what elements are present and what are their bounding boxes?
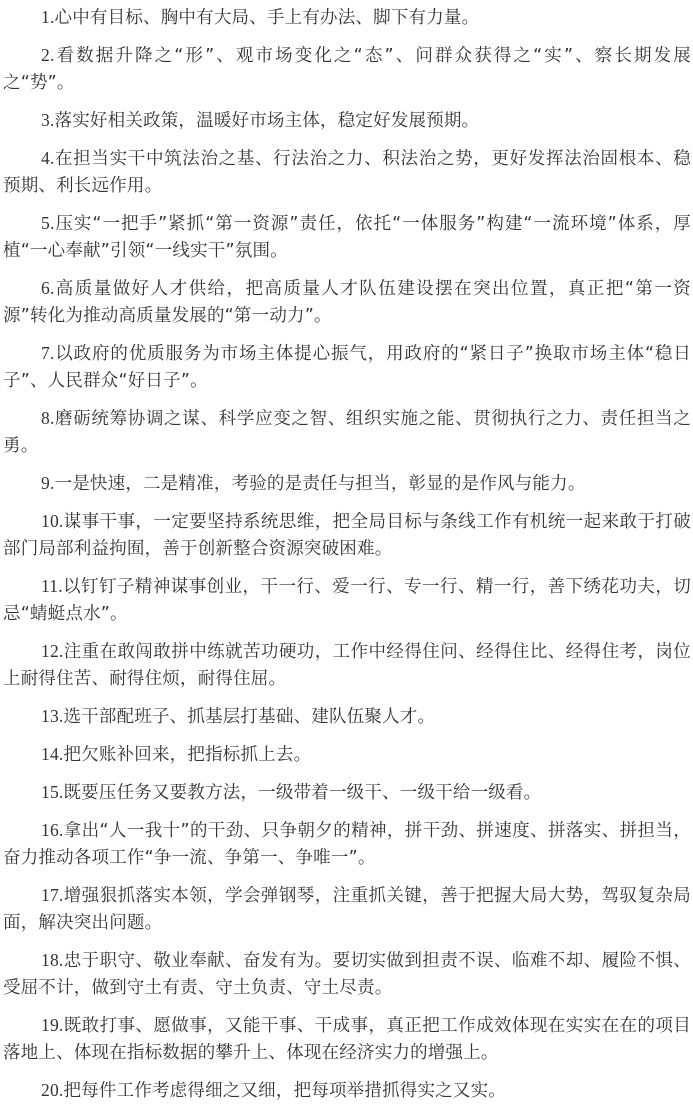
paragraph-number: 20. [41, 1080, 64, 1100]
paragraph [3, 779, 691, 807]
paragraph-number: 17. [41, 885, 64, 905]
paragraph [3, 107, 691, 135]
paragraph-number: 3. [41, 110, 55, 130]
paragraph [3, 882, 691, 937]
paragraph-text: 心中有目标、胸中有大局、手上有办法、脚下有力量。 [54, 8, 480, 28]
paragraph [3, 573, 691, 628]
paragraph [3, 741, 691, 769]
paragraph [3, 508, 691, 563]
paragraph-text: 一是快速，二是精准，考验的是责任与担当，彰显的是作风与能力。 [54, 474, 586, 494]
paragraph-text: 以政府的优质服务为市场主体提心振气，用政府的“紧日子”换取市场主体“稳日子”、人民群众“好日子”。 [3, 344, 691, 391]
paragraph-text: 把欠账补回来，把指标抓上去。 [63, 745, 312, 765]
paragraph-number: 5. [41, 213, 55, 233]
paragraph-number: 11. [41, 576, 63, 596]
paragraph [3, 470, 691, 498]
paragraph-text: 拿出“人一我十”的干劲、只争朝夕的精神，拼干劲、拼速度、拼落实、拼担当，奋力推动各项工作“争一流、争第一、争唯一”。 [3, 821, 691, 868]
paragraph-number: 10. [41, 511, 64, 531]
paragraph-text: 高质量做好人才供给，把高质量人才队伍建设摆在突出位置，真正把“第一资源”转化为推动高质量发展的“第一动力”。 [3, 279, 691, 326]
paragraph-number: 19. [41, 1015, 64, 1035]
paragraph-number: 12. [41, 641, 64, 661]
paragraph-number: 6. [41, 278, 55, 298]
paragraph [3, 817, 691, 872]
paragraph-text: 既敢打事、愿做事，又能干事、干成事，真正把工作成效体现在实实在在的项目落地上、体现在指标数据的攀升上、体现在经济实力的增强上。 [3, 1016, 691, 1063]
paragraph-text: 落实好相关政策，温暖好市场主体，稳定好发展预期。 [54, 111, 480, 131]
paragraph [3, 340, 691, 395]
paragraph [3, 703, 691, 731]
paragraph [3, 275, 691, 330]
paragraph-number: 18. [41, 950, 64, 970]
paragraph-text: 看数据升降之“形”、观市场变化之“态”、问群众获得之“实”、察长期发展之“势”。 [3, 46, 691, 93]
paragraph [3, 1077, 691, 1105]
paragraph-number: 4. [41, 148, 55, 168]
paragraph-text: 忠于职守、敬业奉献、奋发有为。要切实做到担责不误、临难不却、履险不惧、受屈不计，做到守土有责、守土负责、守土尽责。 [3, 951, 691, 998]
paragraph [3, 405, 691, 460]
paragraph-text: 注重在敢闯敢拼中练就苦功硬功，工作中经得住问、经得住比、经得住考，岗位上耐得住苦、耐得住烦，耐得住屈。 [3, 642, 691, 689]
paragraph-text: 把每件工作考虑得细之又细，把每项举措抓得实之又实。 [63, 1081, 506, 1101]
paragraph-number: 13. [41, 706, 64, 726]
paragraph-text: 选干部配班子、抓基层打基础、建队伍聚人才。 [63, 707, 436, 727]
paragraph-text: 既要压任务又要教方法，一级带着一级干、一级干给一级看。 [63, 783, 542, 803]
paragraph-number: 8. [41, 408, 55, 428]
paragraph-number: 15. [41, 782, 64, 802]
paragraph [3, 210, 691, 265]
paragraph-number: 2. [41, 45, 55, 65]
paragraph-text: 增强狠抓落实本领，学会弹钢琴，注重抓关键，善于把握大局大势，驾驭复杂局面，解决突出问题。 [3, 886, 691, 933]
paragraph-text: 在担当实干中筑法治之基、行法治之力、积法治之势，更好发挥法治固根本、稳预期、利长远作用。 [3, 149, 691, 196]
paragraph [3, 947, 691, 1002]
paragraph-number: 14. [41, 744, 64, 764]
paragraph-number: 16. [41, 820, 64, 840]
paragraph-text: 以钉钉子精神谋事创业，干一行、爱一行、专一行、精一行，善下绣花功夫，切忌“蜻蜓点水”。 [3, 577, 691, 624]
paragraph-number: 1. [41, 7, 55, 27]
paragraph [3, 42, 691, 97]
paragraph-text: 压实“一把手”紧抓“第一资源”责任，依托“一体服务”构建“一流环境”体系，厚植“一心奉献”引领“一线实干”氛围。 [3, 214, 691, 261]
paragraph-number: 9. [41, 473, 55, 493]
paragraph-number: 7. [41, 343, 55, 363]
paragraph [3, 4, 691, 32]
paragraph-text: 磨砺统筹协调之谋、科学应变之智、组织实施之能、贯彻执行之力、责任担当之勇。 [3, 409, 691, 456]
paragraph-text: 谋事干事，一定要坚持系统思维，把全局目标与条线工作有机统一起来敢于打破部门局部利益拘囿，善于创新整合资源突破困难。 [3, 512, 691, 559]
paragraph [3, 1012, 691, 1067]
paragraph [3, 638, 691, 693]
paragraph [3, 145, 691, 200]
